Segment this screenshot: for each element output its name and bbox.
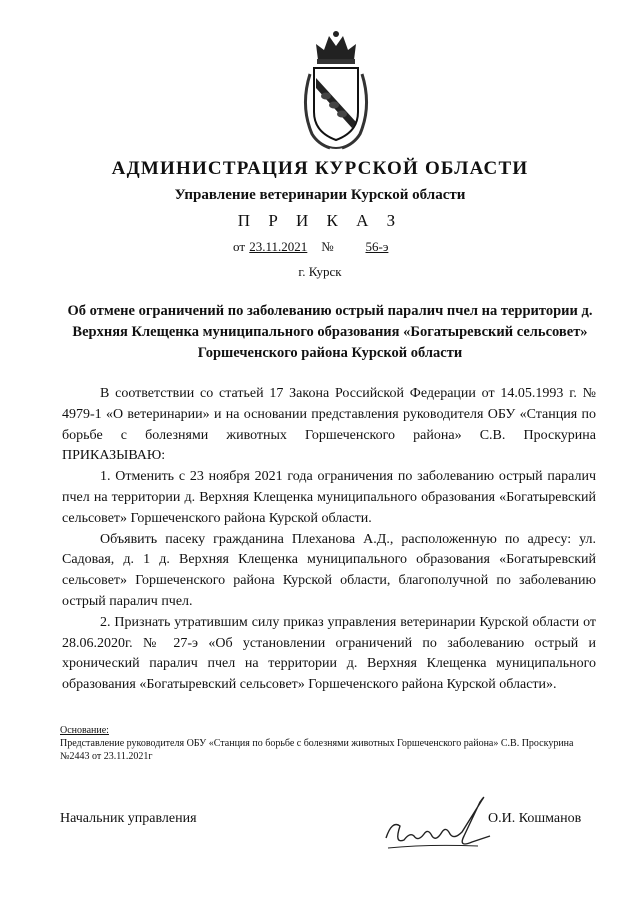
- order-number: 56-э: [365, 239, 389, 254]
- document-type: П Р И К А З: [237, 211, 403, 230]
- signatory-name: О.И. Кошманов: [488, 811, 582, 826]
- basis-label: Основание:: [60, 725, 109, 736]
- department-name: Управление ветеринарии Курской области: [174, 187, 466, 203]
- body-paragraph: Объявить пасеку гражданина Плеханова А.Д., расположенную по адресу: ул. Садовая, д. 1 д. Верхняя Клещенка муниципального образования «Богатыревский сельсовет» Горшеченского района Курской области, благополучной по заболеванию острый паралич пчел.: [62, 531, 596, 609]
- kursk-coat-of-arms-icon: [296, 26, 376, 154]
- city: г. Курск: [298, 264, 342, 279]
- date-prefix: от: [233, 239, 246, 254]
- body-paragraph: 1. Отменить с 23 ноября 2021 года ограничения по заболеванию острый паралич пчел на территории д. Верхняя Клещенка муниципального образования «Богатыревский сельсовет» Горшеченского района Курской области.: [62, 469, 596, 526]
- body-paragraph: В соответствии со статьей 17 Закона Российской Федерации от 14.05.1993 г. № 4979-1 «О ветеринарии» и на основании представления руководителя ОБУ «Станция по борьбе с болезнями животных Горшеченского района» С.В. Проскурина ПРИКАЗЫВАЮ:: [62, 386, 596, 464]
- document-body: [62, 384, 596, 696]
- document-title: Об отмене ограничений по заболеванию острый паралич пчел на территории д. Верхняя Клещенка муниципального образования «Богатыревский сельсовет» Горшеченского района Курской области: [67, 303, 593, 361]
- handwritten-signature: [378, 786, 498, 858]
- basis-note: [60, 724, 600, 763]
- number-prefix: №: [321, 239, 334, 254]
- body-paragraph: 2. Признать утратившим силу приказ управления ветеринарии Курской области от 28.06.2020г. № 27-э «Об установлении ограничений по заболеванию острый и хронический паралич пчел на территории д. Верхняя Клещенка муниципального образования «Богатыревский сельсовет» Горшеченского района Курской области».: [62, 614, 596, 693]
- order-date: 23.11.2021: [249, 239, 308, 254]
- basis-text: Представление руководителя ОБУ «Станция по борьбе с болезнями животных Горшеченского района» С.В. Проскурина №2443 от 23.11.2021г: [60, 738, 574, 762]
- signatory-position: Начальник управления: [60, 811, 197, 826]
- order-date-number: [0, 239, 640, 255]
- organization-name: АДМИНИСТРАЦИЯ КУРСКОЙ ОБЛАСТИ: [111, 158, 529, 179]
